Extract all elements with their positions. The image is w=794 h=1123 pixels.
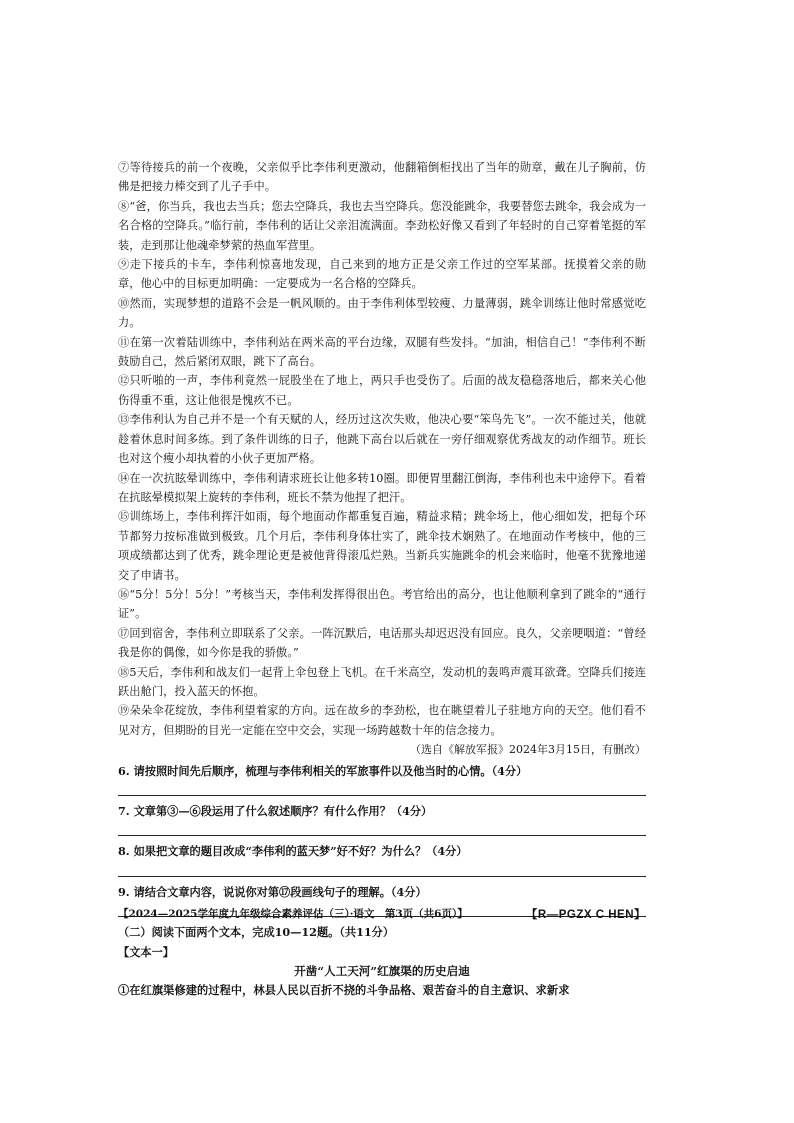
paragraph-19: ⑲朵朵伞花绽放，李伟利望着家的方向。远在故乡的李劲松，也在眺望着儿子驻地方向的天空。他们看不见对方，但期盼的目光一定能在空中交会，实现一场跨越数十年的信念接力。 xyxy=(118,704,646,737)
page-footer xyxy=(118,906,646,922)
footer-left: 【2024—2025学年度九年级综合素养评估（三）·语文 第3页（共6页）】 xyxy=(118,908,468,920)
paragraph-13: ⑬李伟利认为自己并不是一个有天赋的人，经历过这次失败，他决心要“笨鸟先飞”。一次不能过关，他就趁着休息时间多练。到了条件训练的日子，他跳下高台以后就在一旁仔细观察优秀战友的动作细节。班长也对这个瘦小却执着的小伙子更加严格。 xyxy=(118,413,646,466)
paragraph-9: ⑨走下接兵的卡车，李伟利惊喜地发现，自己来到的地方正是父亲工作过的空军某部。抚摸着父亲的勋章，他心中的目标更加明确：一定要成为一名合格的空降兵。 xyxy=(118,258,646,291)
article-first-line: ①在红旗渠修建的过程中，林县人民以百折不挠的斗争品格、艰苦奋斗的自主意识、求新求 xyxy=(118,983,570,998)
paragraph-17: ⑰回到宿舍，李伟利立即联系了父亲。一阵沉默后，电话那头却迟迟没有回应。良久，父亲哽咽道：“曾经我是你的偶像，如今你是我的骄傲。” xyxy=(118,626,646,660)
paragraph-7: ⑦等待接兵的前一个夜晚，父亲似乎比李伟利更激动，他翻箱倒柜找出了当年的勋章，戴在儿子胸前，仿佛是把接力棒交到了儿子手中。 xyxy=(118,161,646,194)
section-heading: （二）阅读下面两个文本，完成10—12题。（共11分） xyxy=(118,925,395,940)
question-7: 7. 文章第③—⑥段运用了什么叙述顺序？有什么作用？（4分） xyxy=(118,804,433,818)
answer-line xyxy=(118,835,646,836)
footer-right: 【R—PGZX C HEN】 xyxy=(525,909,646,921)
paragraph-12: ⑫只听啪的一声，李伟利竟然一屁股坐在了地上，两只手也受伤了。后面的战友稳稳落地后，都来关心他伤得重不重，这让他很是愧疚不已。 xyxy=(118,374,646,407)
question-9: 9. 请结合文章内容，说说你对第⑰段画线句子的理解。（4分） xyxy=(118,884,427,899)
paragraph-11: ⑪在第一次着陆训练中，李伟利站在两米高的平台边缘，双腿有些发抖。“加油，相信自己！”李伟利不断鼓励自己，然后紧闭双眼，跳下了高台。 xyxy=(118,335,646,369)
paragraph-10: ⑩然而，实现梦想的道路不会是一帆风顺的。由于李伟利体型较瘦、力量薄弱，跳伞训练让他时常感觉吃力。 xyxy=(118,296,646,330)
article-title: 开凿“人工天河”红旗渠的历史启迪 xyxy=(294,964,470,979)
paragraph-14: ⑭在一次抗眩晕训练中，李伟利请求班长让他多转10圈。即便胃里翻江倒海，李伟利也未中途停下。看着在抗眩晕模拟架上旋转的李伟利，班长不禁为他捏了把汗。 xyxy=(118,471,646,504)
question-8: 8. 如果把文章的题目改成“李伟利的蓝天梦”好不好？为什么？（4分） xyxy=(118,844,468,859)
paragraph-16: ⑯“5分！5分！5分！”考核当天，李伟利发挥得很出色。考官给出的高分，也让他顺利拿到了跳伞的“通行证”。 xyxy=(118,587,646,621)
question-6: 6. 请按照时间先后顺序，梳理与李伟利相关的军旅事件以及他当时的心情。（4分） xyxy=(118,763,528,778)
paragraph-18: ⑱5天后，李伟利和战友们一起背上伞包登上飞机。在千米高空，发动机的轰鸣声震耳欲聋。空降兵们接连跃出舱门，投入蓝天的怀抱。 xyxy=(118,665,646,698)
source-note: （选自《解放军报》2024年3月15日，有删改） xyxy=(410,743,646,757)
content xyxy=(118,158,646,1001)
paragraph-15: ⑮训练场上，李伟利挥汗如雨，每个地面动作都重复百遍，精益求精；跳伞场上，他心细如发，把每个环节都努力按标准做到极致。几个月后，李伟利身体壮实了，跳伞技术娴熟了。在地面动作考核中，他的三项成绩都达到了优秀，跳伞理论更是被他背得滚瓜烂熟。当新兵实施跳伞的机会来临时，他毫不犹豫地递交了申请书。 xyxy=(118,510,646,582)
paragraph-8: ⑧“爸，你当兵，我也去当兵；您去空降兵，我也去当空降兵。您没能跳伞，我要替您去跳伞，我会成为一名合格的空降兵。”临行前，李伟利的话让父亲泪流满面。李劲松好像又看到了年轻时的自己穿着笔挺的军装，走到那让他魂牵梦萦的热血军营里。 xyxy=(118,199,646,252)
answer-line xyxy=(118,795,646,796)
answer-line xyxy=(118,876,646,877)
text-label: 【文本一】 xyxy=(118,944,174,959)
